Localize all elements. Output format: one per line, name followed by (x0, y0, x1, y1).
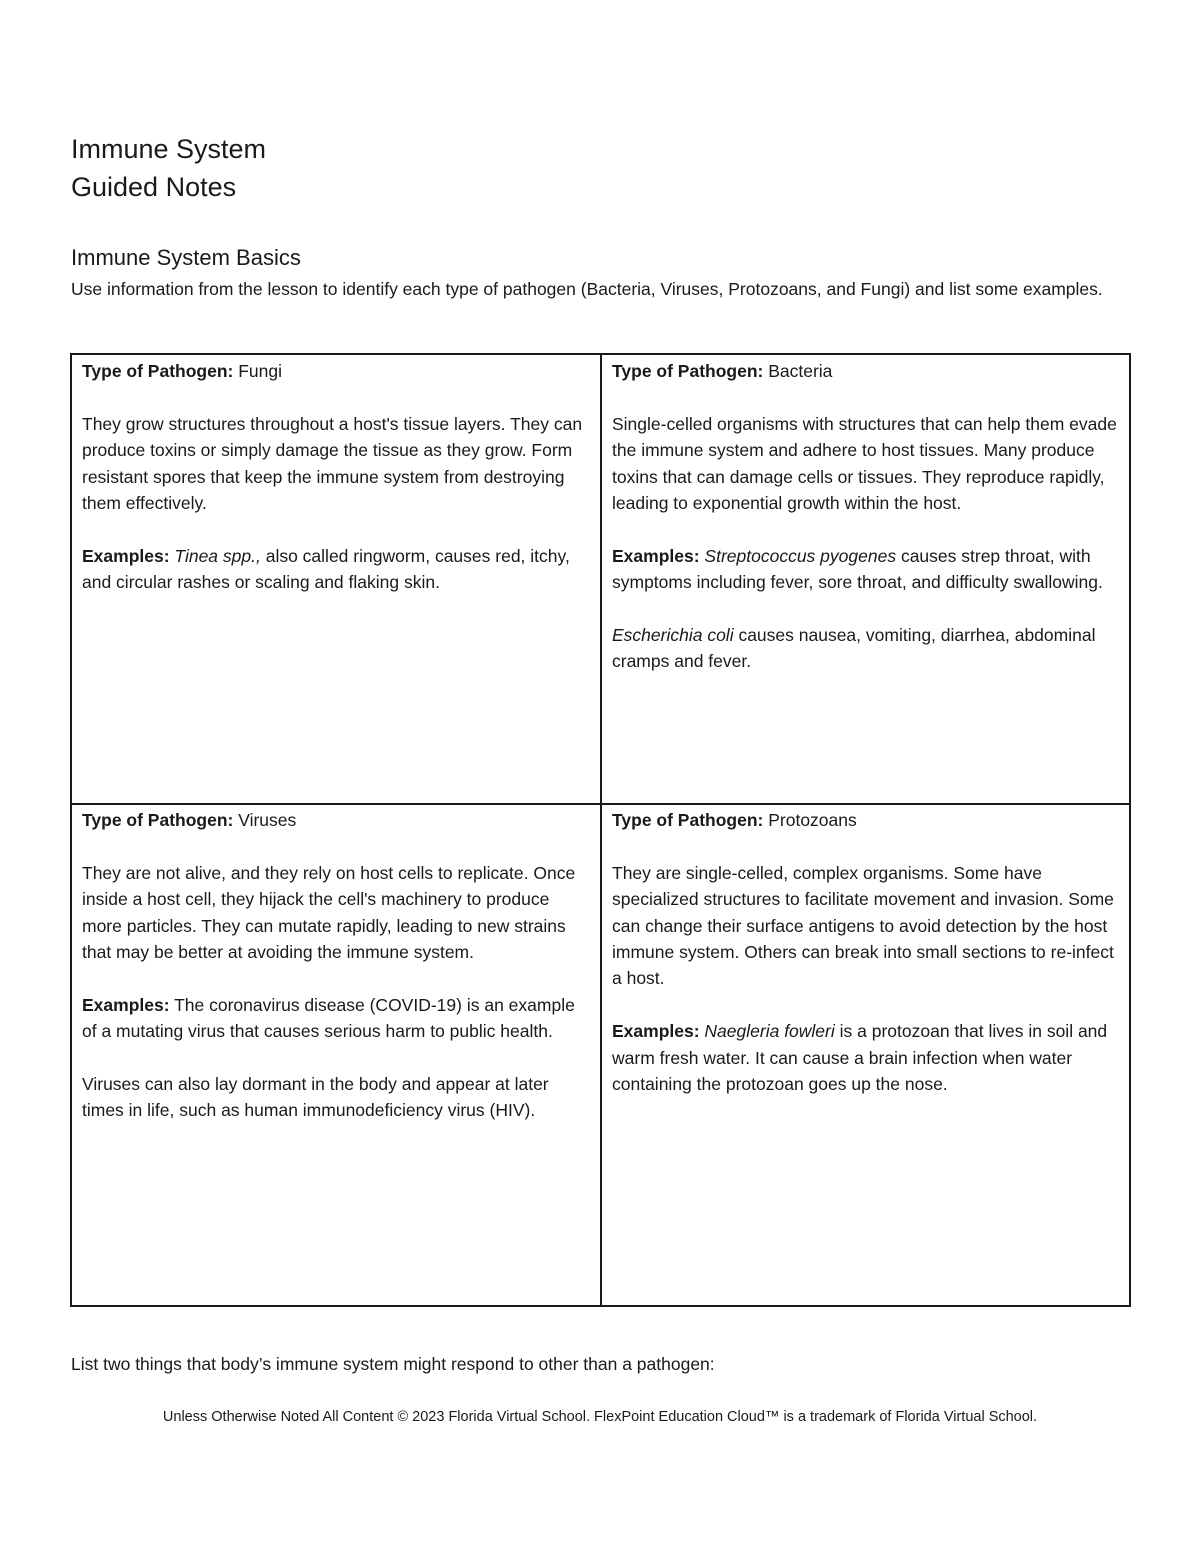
scientific-name: Tinea spp., (174, 545, 261, 566)
pathogen-cell-viruses (72, 804, 600, 1150)
pathogen-examples (82, 992, 592, 1045)
pathogen-type-value: Bacteria (768, 361, 833, 381)
examples-label: Examples: (612, 545, 700, 566)
instructions-text: Use information from the lesson to identify each type of pathogen (Bacteria, Viruses, Protozoans, and Fungi) and list some examples. (71, 279, 1103, 299)
pathogen-description: They grow structures throughout a host's tissue layers. They can produce toxins or simply damage the tissue as they grow. Form resistant spores that keep the immune system from destroying them effectively. (82, 413, 583, 514)
pathogen-type-value: Fungi (238, 361, 282, 381)
type-label: Type of Pathogen: (82, 361, 234, 381)
pathogen-type-value: Protozoans (768, 810, 857, 830)
pathogen-extra-note: Viruses can also lay dormant in the body and appear at later times in life, such as human immunodeficiency virus (HIV). (82, 1074, 549, 1121)
type-label: Type of Pathogen: (82, 810, 234, 830)
pathogen-examples-2 (612, 622, 1123, 675)
scientific-name: Streptococcus pyogenes (704, 545, 897, 566)
example-text: also called ringworm, causes red, itchy, and circular rashes or scaling and flaking skin. (82, 545, 570, 593)
examples-label: Examples: (82, 545, 170, 566)
example-text: causes nausea, vomiting, diarrhea, abdominal cramps and fever. (612, 625, 1096, 672)
pathogen-description: They are single-celled, complex organisms. Some have specialized structures to facilitate movement and invasion. Some can change their surface antigens to avoid detection by the host immune system. Others can break into small sections to re-infect a host. (612, 862, 1114, 989)
type-label: Type of Pathogen: (612, 810, 764, 830)
example-text: The coronavirus disease (COVID-19) is an example of a mutating virus that causes serious harm to public health. (82, 994, 575, 1042)
copyright-footer: Unless Otherwise Noted All Content © 2023 Florida Virtual School. FlexPoint Education Cloud™ is a trademark of Florida Virtual School. (162, 1409, 1038, 1425)
pathogen-type-line (612, 358, 1123, 384)
pathogen-table (70, 353, 1131, 1307)
examples-label: Examples: (612, 1021, 700, 1042)
scientific-name: Naegleria fowleri (704, 1021, 835, 1042)
example-text: causes strep throat, with symptoms including fever, sore throat, and difficulty swallowing. (612, 545, 1103, 593)
section-heading: Immune System Basics (71, 245, 301, 270)
pathogen-type-line (612, 807, 1123, 833)
document-title (71, 130, 266, 206)
pathogen-type-line (82, 358, 592, 384)
pathogen-cell-bacteria (602, 355, 1131, 701)
pathogen-type-line (82, 807, 592, 833)
pathogen-type-value: Viruses (238, 810, 297, 830)
examples-label: Examples: (82, 994, 170, 1015)
pathogen-examples (612, 1018, 1123, 1097)
pathogen-examples (82, 543, 592, 596)
response-prompt: List two things that body’s immune system might respond to other than a pathogen: (71, 1354, 715, 1374)
pathogen-description: They are not alive, and they rely on host cells to replicate. Once inside a host cell, they hijack the cell's machinery to produce more particles. They can mutate rapidly, leading to new strains that may be better at avoiding the immune system. (82, 862, 576, 963)
title-line-1: Immune System (71, 134, 267, 164)
pathogen-cell-protozoans (602, 804, 1131, 1124)
pathogen-examples (612, 543, 1123, 596)
example-text: is a protozoan that lives in soil and warm fresh water. It can cause a brain infection when water containing the protozoan goes up the nose. (612, 1021, 1108, 1095)
scientific-name: Escherichia coli (612, 625, 734, 646)
pathogen-cell-fungi (72, 355, 600, 622)
pathogen-description: Single-celled organisms with structures that can help them evade the immune system and adhere to host tissues. Many produce toxins that can damage cells or tissues. They reproduce rapidly, leading to exponential growth within the host. (612, 413, 1117, 514)
title-line-2: Guided Notes (71, 172, 237, 202)
type-label: Type of Pathogen: (612, 361, 764, 381)
